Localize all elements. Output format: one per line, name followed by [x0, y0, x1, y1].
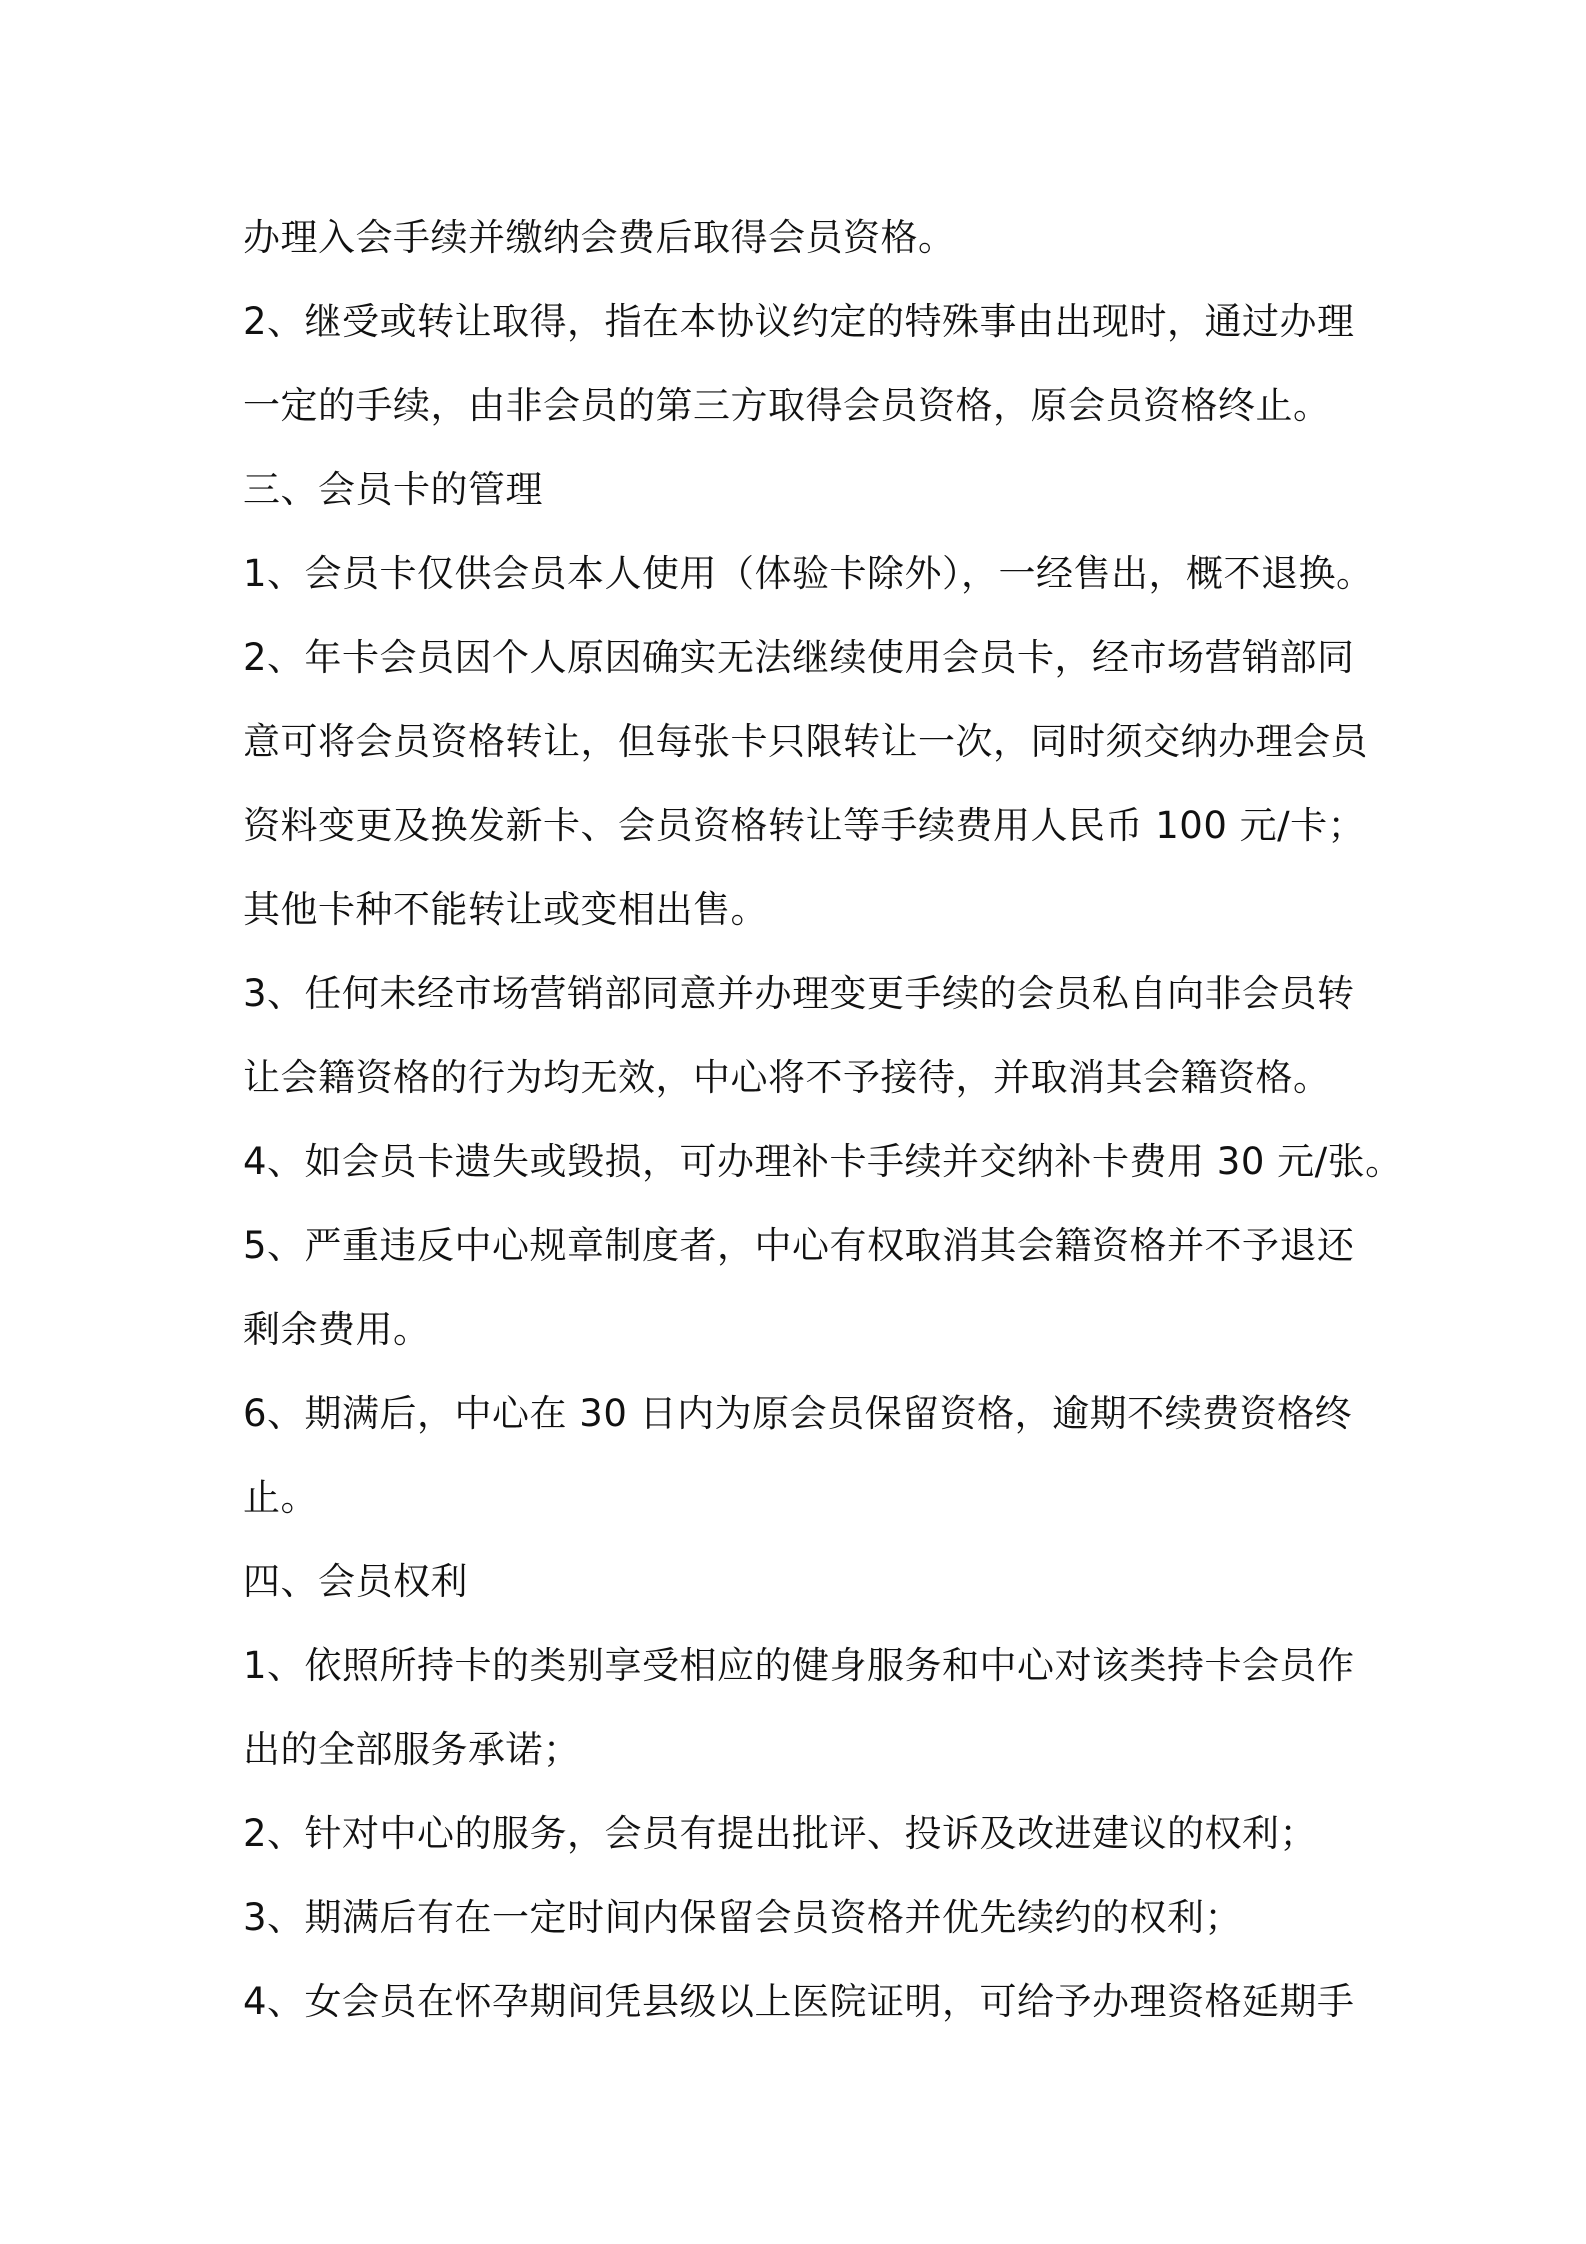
text-line: 4、如会员卡遗失或毁损，可办理补卡手续并交纳补卡费用 30 元/张。	[243, 1140, 1403, 1183]
text-line: 一定的手续，由非会员的第三方取得会员资格，原会员资格终止。	[243, 384, 1331, 427]
text-line: 出的全部服务承诺；	[243, 1728, 581, 1771]
text-line: 资料变更及换发新卡、会员资格转让等手续费用人民币 100 元/卡；	[243, 804, 1366, 847]
document-body	[243, 196, 1403, 2044]
text-line: 1、依照所持卡的类别享受相应的健身服务和中心对该类持卡会员作	[243, 1644, 1355, 1687]
text-line: 2、年卡会员因个人原因确实无法继续使用会员卡，经市场营销部同	[243, 636, 1355, 679]
text-line: 2、继受或转让取得，指在本协议约定的特殊事由出现时，通过办理	[243, 300, 1355, 343]
text-line: 5、严重违反中心规章制度者，中心有权取消其会籍资格并不予退还	[243, 1224, 1355, 1267]
text-line: 让会籍资格的行为均无效，中心将不予接待，并取消其会籍资格。	[243, 1056, 1331, 1099]
section-heading: 四、会员权利	[243, 1560, 468, 1603]
text-line: 4、女会员在怀孕期间凭县级以上医院证明，可给予办理资格延期手	[243, 1980, 1355, 2023]
text-line: 剩余费用。	[243, 1308, 431, 1351]
text-line: 3、任何未经市场营销部同意并办理变更手续的会员私自向非会员转	[243, 972, 1355, 1015]
section-heading: 三、会员卡的管理	[243, 468, 543, 511]
text-line: 6、期满后，中心在 30 日内为原会员保留资格，逾期不续费资格终	[243, 1392, 1353, 1435]
text-line: 办理入会手续并缴纳会费后取得会员资格。	[243, 216, 956, 259]
text-line: 止。	[243, 1476, 318, 1519]
text-line: 其他卡种不能转让或变相出售。	[243, 888, 768, 931]
text-line: 2、针对中心的服务，会员有提出批评、投诉及改进建议的权利；	[243, 1812, 1318, 1855]
text-line: 1、会员卡仅供会员本人使用（体验卡除外），一经售出，概不退换。	[243, 552, 1374, 595]
text-line: 意可将会员资格转让，但每张卡只限转让一次，同时须交纳办理会员	[243, 720, 1368, 763]
text-line: 3、期满后有在一定时间内保留会员资格并优先续约的权利；	[243, 1896, 1243, 1939]
